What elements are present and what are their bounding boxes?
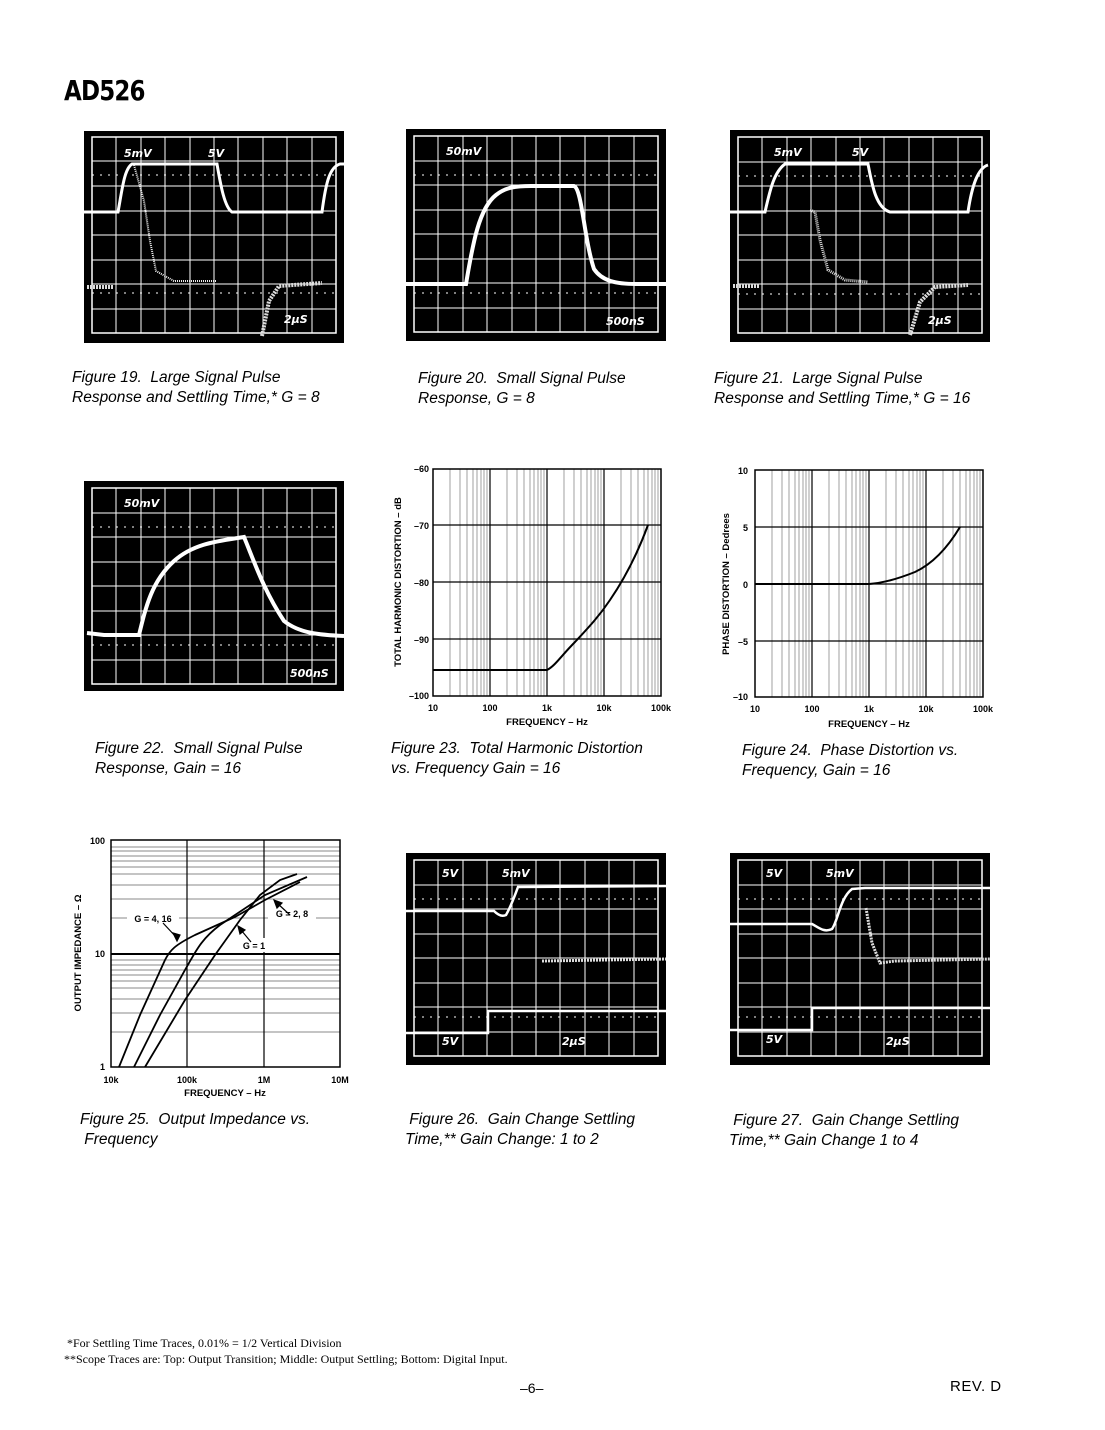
svg-text:1k: 1k <box>541 703 553 713</box>
scope-label-timebase: 500nS <box>606 315 645 328</box>
svg-text:10k: 10k <box>918 704 934 714</box>
annotation-g-1: G = 1 <box>242 941 266 951</box>
svg-text:10k: 10k <box>103 1075 119 1085</box>
scope-label-timebase: 2μS <box>886 1035 910 1048</box>
scope-label-ch1: 5mV <box>774 146 802 159</box>
scope-label-ch1: 5V <box>766 867 783 880</box>
svg-text:1k: 1k <box>863 704 875 714</box>
svg-text:10: 10 <box>94 949 105 959</box>
scope-label-timebase: 500nS <box>290 667 329 680</box>
svg-text:100k: 100k <box>176 1075 198 1085</box>
chart-phase-distortion-vs-frequency <box>715 460 1005 730</box>
x-axis-label: FREQUENCY – Hz <box>506 717 588 728</box>
svg-text:–10: –10 <box>732 692 748 702</box>
svg-text:–80: –80 <box>413 578 429 588</box>
caption-figure-24: Figure 24. Phase Distortion vs. Frequency, Gain = 16 <box>742 742 959 779</box>
x-axis-label: FREQUENCY – Hz <box>184 1088 266 1099</box>
y-axis-label: TOTAL HARMONIC DISTORTION – dB <box>393 497 404 667</box>
scope-label-ch2: 5mV <box>826 867 854 880</box>
scope-label-ch1: 50mV <box>124 497 160 510</box>
svg-text:10: 10 <box>427 703 439 713</box>
svg-text:100: 100 <box>804 704 820 714</box>
footnote-settling: *For Settling Time Traces, 0.01% = 1/2 Vertical Division <box>64 1336 342 1350</box>
svg-text:–5: –5 <box>737 637 748 647</box>
scope-figure-20 <box>406 129 666 341</box>
svg-text:5: 5 <box>742 523 748 533</box>
page-number: –6– <box>520 1380 544 1396</box>
svg-text:100k: 100k <box>650 703 672 713</box>
scope-figure-21 <box>730 130 990 342</box>
y-axis-label: PHASE DISTORTION – Dedrees <box>721 513 732 655</box>
caption-figure-25: Figure 25. Output Impedance vs. Frequency <box>80 1111 311 1148</box>
scope-label-timebase: 2μS <box>928 314 952 327</box>
caption-figure-27: Figure 27. Gain Change Settling Time,** Gain Change 1 to 4 <box>729 1112 960 1149</box>
svg-text:0: 0 <box>742 580 748 590</box>
svg-text:100: 100 <box>482 703 498 713</box>
caption-figure-20: Figure 20. Small Signal Pulse Response, G = 8 <box>418 370 626 407</box>
scope-label-ch1: 50mV <box>446 145 482 158</box>
svg-text:100: 100 <box>89 836 105 846</box>
svg-text:–90: –90 <box>413 635 429 645</box>
scope-figure-26 <box>406 853 666 1065</box>
annotation-g-4-16: G = 4, 16 <box>134 914 172 924</box>
svg-text:100k: 100k <box>972 704 994 714</box>
svg-text:10k: 10k <box>596 703 612 713</box>
footnote-scope-traces: **Scope Traces are: Top: Output Transition; Middle: Output Settling; Bottom: Digital Input. <box>64 1352 508 1366</box>
revision-label: REV. D <box>950 1378 1002 1395</box>
caption-figure-21: Figure 21. Large Signal Pulse Response and Settling Time,* G = 16 <box>714 370 971 407</box>
caption-figure-26: Figure 26. Gain Change Settling Time,** Gain Change: 1 to 2 <box>405 1111 636 1148</box>
svg-text:–60: –60 <box>413 464 429 474</box>
svg-text:–100: –100 <box>408 691 429 701</box>
scope-figure-27 <box>730 853 990 1065</box>
chart-output-impedance-vs-frequency <box>65 825 360 1105</box>
x-axis-label: FREQUENCY – Hz <box>828 719 910 730</box>
scope-label-ch1: 5mV <box>124 147 152 160</box>
scope-label-ch2: 5mV <box>502 867 530 880</box>
scope-figure-22 <box>84 481 344 691</box>
svg-text:10: 10 <box>737 466 748 476</box>
y-axis-label: OUTPUT IMPEDANCE – Ω <box>73 894 84 1012</box>
caption-figure-19: Figure 19. Large Signal Pulse Response and Settling Time,* G = 8 <box>72 369 320 406</box>
svg-text:1: 1 <box>99 1062 105 1072</box>
chart-thd-vs-frequency <box>385 460 675 730</box>
svg-text:1M: 1M <box>257 1075 271 1085</box>
caption-figure-23: Figure 23. Total Harmonic Distortion vs. Frequency Gain = 16 <box>391 740 643 777</box>
scope-label-ch2: 5V <box>208 147 225 160</box>
svg-text:–70: –70 <box>413 521 429 531</box>
scope-label-ch2: 5V <box>852 146 869 159</box>
scope-label-ch1: 5V <box>442 867 459 880</box>
scope-label-timebase: 2μS <box>284 313 308 326</box>
svg-text:10: 10 <box>749 704 761 714</box>
scope-label-timebase: 2μS <box>562 1035 586 1048</box>
svg-text:10M: 10M <box>331 1075 349 1085</box>
scope-label-ch3: 5V <box>766 1033 783 1046</box>
caption-figure-22: Figure 22. Small Signal Pulse Response, Gain = 16 <box>95 740 303 777</box>
scope-figure-19 <box>84 131 344 343</box>
part-number-title: AD526 <box>64 74 145 107</box>
annotation-g-2-8: G = 2, 8 <box>275 909 309 919</box>
scope-label-ch3: 5V <box>442 1035 459 1048</box>
